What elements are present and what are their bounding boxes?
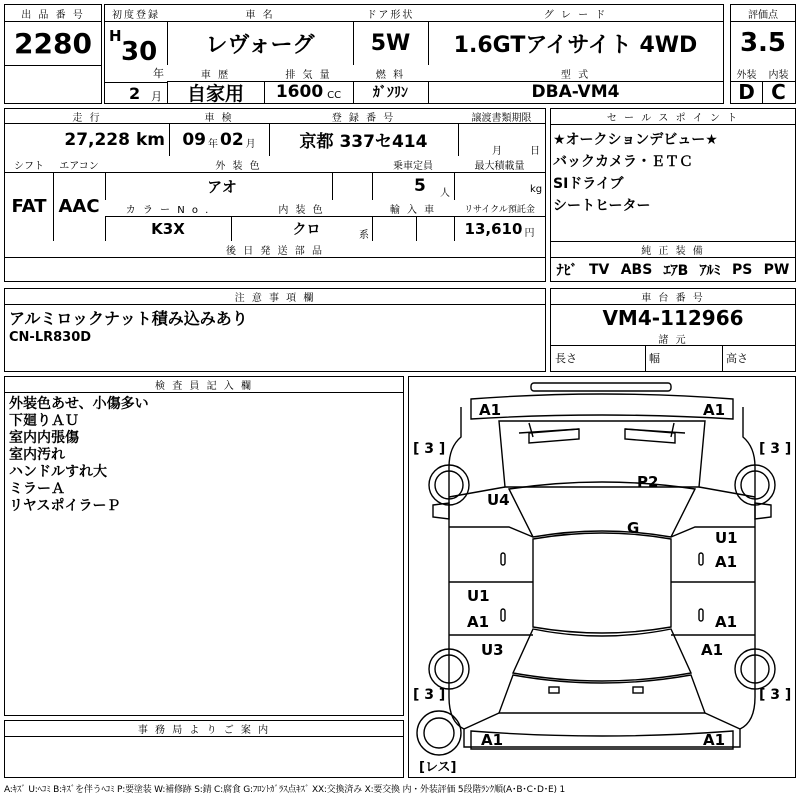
equipment-item: ABS (620, 261, 653, 278)
car-diagram (408, 376, 796, 778)
inspection: 09 年 02 月 (169, 123, 270, 157)
intcolor: クロ 系 (231, 216, 373, 242)
ext-score: D (730, 81, 763, 104)
reg-number: 京都 337セ414 (269, 123, 459, 157)
notes-lines (9, 309, 248, 347)
equipment-item: ｱﾙﾐ (699, 262, 721, 279)
score: 3.5 (730, 21, 796, 66)
ac: AAC (53, 172, 106, 242)
equipment-block (550, 241, 796, 282)
header-block (4, 4, 796, 104)
inspector-line: ハンドルすれ大 (9, 464, 107, 480)
score-label: 評価点 (730, 4, 796, 22)
equipment-item: PW (763, 261, 790, 278)
equipment-item: TV (588, 261, 610, 278)
inspector-line: 室内汚れ (9, 447, 65, 463)
spec-width: 幅 (645, 345, 723, 371)
later-parts (4, 257, 546, 282)
inspector-line: ミラーＡ (9, 481, 65, 497)
equipment-item: ｴｱB (663, 262, 689, 279)
spare-tire-status: [レス] (419, 760, 457, 775)
office-block (4, 720, 404, 778)
details-block (4, 108, 546, 282)
displacement-label: 排 気 量 (264, 65, 354, 82)
fuel-label: 燃 料 (353, 65, 429, 82)
shift: FAT (4, 172, 54, 242)
sales-line: バックカメラ・ＥＴＣ (553, 154, 693, 170)
grade-label: グ レ ー ド (428, 4, 724, 22)
mark-windshield: P2 (637, 473, 659, 491)
door-label: ドア形状 (353, 4, 429, 22)
mark-roof: G (627, 519, 640, 537)
notes-line: アルミロックナット積み込みあり (9, 309, 248, 328)
mark-rear-left: A1 (481, 731, 504, 749)
import-extra (416, 216, 455, 242)
inspector-line: リヤスポイラーＰ (9, 498, 121, 514)
spec-height: 高さ (726, 352, 748, 365)
mark-door-right-1: U1 (715, 529, 738, 547)
mark-rear-right: A1 (703, 731, 726, 749)
later-parts-label: 後 日 発 送 部 品 (4, 241, 546, 258)
tire-rr: [ 3 ] (759, 687, 792, 703)
colorno: K3X (105, 216, 232, 242)
mark-door-left-1: U1 (467, 587, 490, 605)
inspector-lines (9, 396, 149, 515)
inspector-block (4, 376, 404, 716)
intcolor-label: 内 装 色 (231, 200, 373, 217)
tire-fr: [ 3 ] (759, 441, 792, 457)
lot-blank (4, 65, 102, 104)
first-reg-year: H 30 年 (104, 21, 168, 83)
chassis-block (550, 288, 796, 372)
mark-quarter-right: A1 (701, 641, 724, 659)
model-label: 型 式 (428, 65, 724, 82)
mark-door-right-2: A1 (715, 553, 738, 571)
mark-fender-left: U4 (487, 491, 510, 509)
mileage-label: 走 行 (4, 108, 170, 124)
colorno-label: カ ラ ー N o . (105, 200, 232, 217)
tire-fl: [ 3 ] (413, 441, 446, 457)
legend: A:ｷｽﾞ U:ﾍｺﾐ B:ｷｽﾞを伴うﾍｺﾐ P:要塗装 W:補修跡 S:錆 C:腐食 G:ﾌﾛﾝﾄｶﾞﾗｽ点ｷｽﾞ XX:交換済み X:要交換 内・外装評価 5段階ﾗﾝｸ順(A･B･C･D･E) 1 (4, 785, 565, 795)
mileage: 27,228 km (4, 123, 170, 157)
inspector-line: 外装色あせ、小傷多い (9, 396, 149, 412)
load: kg (454, 172, 546, 201)
office-label: 事 務 局 よ り ご 案 内 (5, 721, 403, 737)
car-name-label: 車 名 (167, 4, 354, 22)
car-name: レヴォーグ (167, 21, 354, 66)
shift-label: シフト (4, 156, 54, 173)
reg-label: 登 録 番 号 (269, 108, 459, 124)
transfer-deadline: 月 日 (458, 123, 546, 157)
int-score: C (762, 81, 796, 104)
mark-door-right-3: A1 (715, 613, 738, 631)
recycle: 13,610 円 (454, 216, 546, 242)
first-reg-month: 2 月 (104, 82, 168, 104)
car-outline (409, 377, 795, 777)
notes-block (4, 288, 546, 372)
history: 自家用 (167, 81, 265, 104)
lot-number: 2280 (4, 21, 102, 66)
sales-point-label: セ ー ル ス ポ イ ン ト (551, 109, 795, 125)
int-label: 内装 (762, 65, 796, 82)
recycle-label: リサイクル預託金 (454, 200, 546, 217)
chassis-number: VM4-112966 (551, 304, 795, 332)
door: 5W (353, 21, 429, 66)
first-reg-label: 初度登録 (104, 4, 168, 22)
notes-label: 注 意 事 項 欄 (5, 289, 545, 305)
ext-label: 外装 (730, 65, 763, 82)
displacement: 1600 CC (264, 81, 354, 104)
mark-door-left-2: A1 (467, 613, 490, 631)
spec-label: 諸 元 (551, 331, 795, 346)
equipment-items (551, 258, 795, 281)
fuel: ｶﾞｿﾘﾝ (353, 81, 429, 104)
sales-point-block (550, 108, 796, 242)
inspector-label: 検 査 員 記 入 欄 (5, 377, 403, 393)
tire-rl: [ 3 ] (413, 687, 446, 703)
chassis-label: 車 台 番 号 (551, 289, 795, 305)
equipment-item: ﾅﾋﾞ (556, 262, 578, 279)
inspector-line: 下廻りＡＵ (9, 413, 79, 429)
color-label: 外 装 色 (105, 156, 373, 173)
load-label: 最大積載量 (454, 156, 546, 173)
grade: 1.6GTアイサイト 4WD (428, 21, 724, 66)
ac-label: エアコン (53, 156, 106, 173)
equipment-item: PS (731, 261, 753, 278)
mark-front-left: A1 (479, 401, 502, 419)
import-label: 輸 入 車 (372, 200, 455, 217)
sales-point-lines (553, 129, 718, 217)
inspection-label: 車 検 (169, 108, 270, 124)
spec-length: 長さ (551, 345, 646, 371)
equipment-label: 純 正 装 備 (551, 242, 795, 258)
sales-line: シートヒーター (553, 198, 651, 214)
sales-line: ★オークションデビュー★ (553, 132, 718, 148)
mark-quarter-left: U3 (481, 641, 504, 659)
history-label: 車 歴 (167, 65, 265, 82)
inspector-line: 室内内張傷 (9, 430, 79, 446)
lot-label: 出 品 番 号 (4, 4, 102, 22)
model: DBA-VM4 (428, 81, 724, 104)
notes-line: CN-LR830D (9, 330, 92, 345)
capacity: 5 人 (372, 172, 455, 201)
sales-line: SIドライブ (553, 176, 624, 192)
mark-front-right: A1 (703, 401, 726, 419)
color: アオ (105, 172, 333, 201)
color-extra (332, 172, 373, 201)
capacity-label: 乗車定員 (372, 156, 455, 173)
import (372, 216, 417, 242)
transfer-label: 譲渡書類期限 (458, 108, 546, 124)
